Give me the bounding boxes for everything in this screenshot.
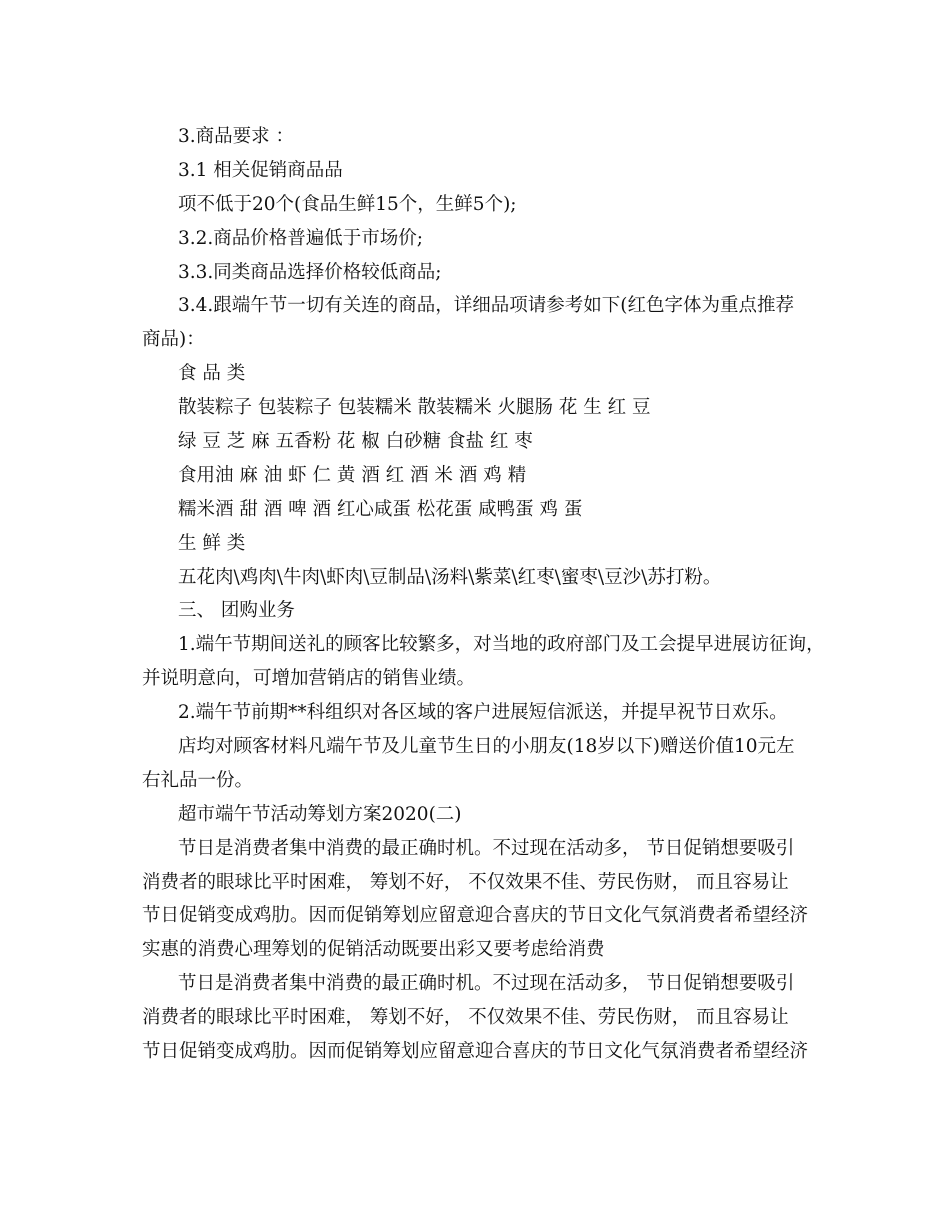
text-line: 3.1 相关促销商品品 [178,159,343,181]
text-line: 节日是消费者集中消费的最正确时机。不过现在活动多， 节日促销想要吸引 [178,973,795,995]
text-line: 节日是消费者集中消费的最正确时机。不过现在活动多， 节日促销想要吸引 [178,837,795,859]
text-line: 右礼品一份。 [142,769,254,791]
text-line: 项不低于20个(食品生鲜15个，生鲜5个); [178,193,517,215]
text-line: 1.端午节期间送礼的顾客比较繁多，对当地的政府部门及工会提早进展访征询， [178,634,825,656]
text-line: 散装粽子 包装粽子 包装糯米 散装糯米 火腿肠 花 生 红 豆 [178,397,651,419]
text-line: 五花肉\鸡肉\牛肉\虾肉\豆制品\汤料\紫菜\红枣\蜜枣\豆沙\苏打粉。 [178,566,722,588]
text-line: 并说明意向，可增加营销店的销售业绩。 [142,668,476,690]
text-line: 3.3.同类商品选择价格较低商品; [178,261,442,283]
text-line: 绿 豆 芝 麻 五香粉 花 椒 白砂糖 食盐 红 枣 [178,431,533,453]
text-line: 食 品 类 [178,363,246,385]
text-line: 商品)： [142,329,205,351]
text-line: 实惠的消费心理筹划的促销活动既要出彩又要考虑给消费 [142,939,605,961]
text-line: 3.4.跟端午节一切有关连的商品，详细品项请参考如下(红色字体为重点推荐 [178,295,795,317]
text-line: 消费者的眼球比平时困难， 筹划不好， 不仅效果不佳、劳民伤财， 而且容易让 [142,1007,789,1029]
text-line: 食用油 麻 油 虾 仁 黄 酒 红 酒 米 酒 鸡 精 [178,464,527,486]
text-line: 3.商品要求 ： [178,126,295,147]
text-line: 超市端午节活动筹划方案2020(二) [178,803,462,825]
text-line: 节日促销变成鸡肋。因而促销筹划应留意迎合喜庆的节日文化气氛消费者希望经济 [142,905,809,927]
text-line: 生 鲜 类 [178,532,246,554]
text-line: 3.2.商品价格普遍低于市场价; [178,227,424,249]
text-line: 消费者的眼球比平时困难， 筹划不好， 不仅效果不佳、劳民伤财， 而且容易让 [142,871,789,893]
text-line: 店均对顾客材料凡端午节及儿童节生日的小朋友(18岁以下)赠送价值10元左 [178,736,795,758]
text-line: 糯米酒 甜 酒 啤 酒 红心咸蛋 松花蛋 咸鸭蛋 鸡 蛋 [178,498,583,520]
document-body [142,120,825,1069]
text-line: 三、 团购业务 [178,600,295,622]
text-line: 2.端午节前期**科组织对各区域的客户进展短信派送，并提早祝节日欢乐。 [178,702,788,724]
text-line: 节日促销变成鸡肋。因而促销筹划应留意迎合喜庆的节日文化气氛消费者希望经济 [142,1041,809,1063]
